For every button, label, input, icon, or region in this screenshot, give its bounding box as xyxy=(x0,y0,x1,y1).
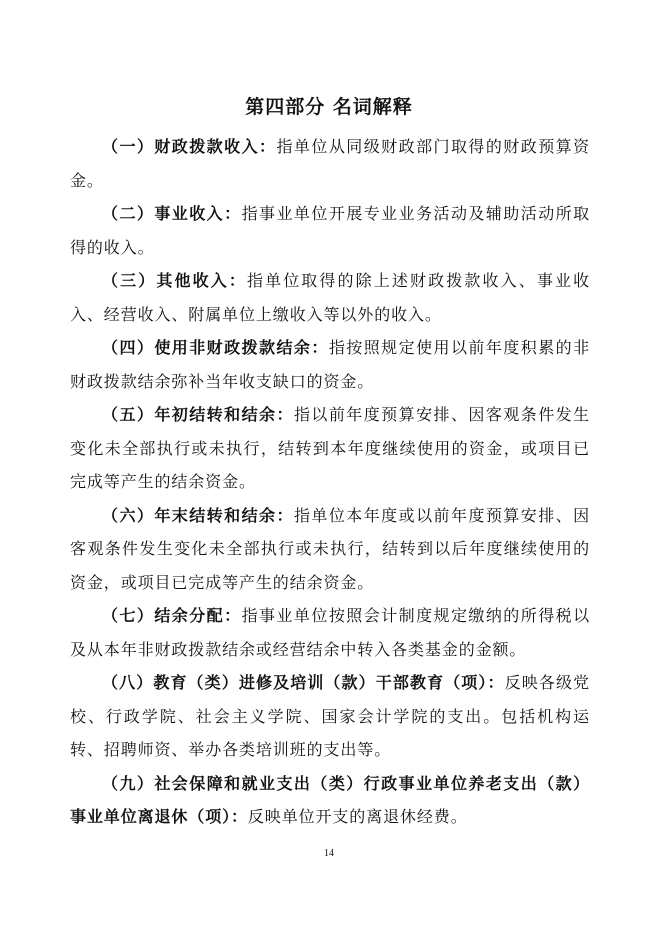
definition-item xyxy=(70,499,590,600)
definition-term: （九）社会保障和就业支出（类）行政事业单位养老支出（款）事业单位离退休（项）： xyxy=(70,773,590,826)
definition-text: 指按照规定使用以前年度积累的非财政拨款结余弥补当年收支缺口的资金。 xyxy=(70,338,590,391)
definition-item xyxy=(70,666,590,767)
definition-item xyxy=(70,197,590,264)
definition-term: （七）结余分配： xyxy=(102,606,242,625)
definition-text: 指事业单位开展专业业务活动及辅助活动所取得的收入。 xyxy=(70,204,590,257)
definition-term: （八）教育（类）进修及培训（款）干部教育（项）： xyxy=(102,673,505,692)
definition-item xyxy=(70,130,590,197)
definition-term: （一）财政拨款收入： xyxy=(102,137,277,156)
definition-text: 反映单位开支的离退休经费。 xyxy=(247,807,468,826)
definition-term: （六）年末结转和结余： xyxy=(102,505,294,525)
definition-text: 指单位本年度或以前年度预算安排、因客观条件发生变化未全部执行或未执行，结转到以后年度继续使用的资金，或项目已完成等产生的结余资金。 xyxy=(70,505,590,592)
definition-text: 指事业单位按照会计制度规定缴纳的所得税以及从本年非财政拨款结余或经营结余中转入各类基金的金额。 xyxy=(70,606,590,659)
definition-item xyxy=(70,767,590,834)
page-title: 第四部分 名词解释 xyxy=(245,96,413,118)
definition-text: 指以前年度预算安排、因客观条件发生变化未全部执行或未执行，结转到本年度继续使用的资金，或项目已完成等产生的结余资金。 xyxy=(70,405,590,491)
definition-item xyxy=(70,398,590,499)
definition-text: 反映各级党校、行政学院、社会主义学院、国家会计学院的支出。包括机构运转、招聘师资、举办各类培训班的支出等。 xyxy=(70,673,590,759)
definition-term: （三）其他收入： xyxy=(102,271,247,290)
page-number: 14 xyxy=(324,848,334,859)
definition-term: （五）年初结转和结余： xyxy=(102,405,294,424)
definition-term: （四）使用非财政拨款结余： xyxy=(102,338,329,357)
definition-text: 指单位取得的除上述财政拨款收入、事业收入、经营收入、附属单位上缴收入等以外的收入。 xyxy=(70,271,590,324)
definitions-list xyxy=(70,130,590,834)
definition-term: （二）事业收入： xyxy=(102,204,242,223)
definition-item xyxy=(70,599,590,666)
definition-item xyxy=(70,331,590,398)
definition-text: 指单位从同级财政部门取得的财政预算资金。 xyxy=(70,137,590,190)
definition-item xyxy=(70,264,590,331)
